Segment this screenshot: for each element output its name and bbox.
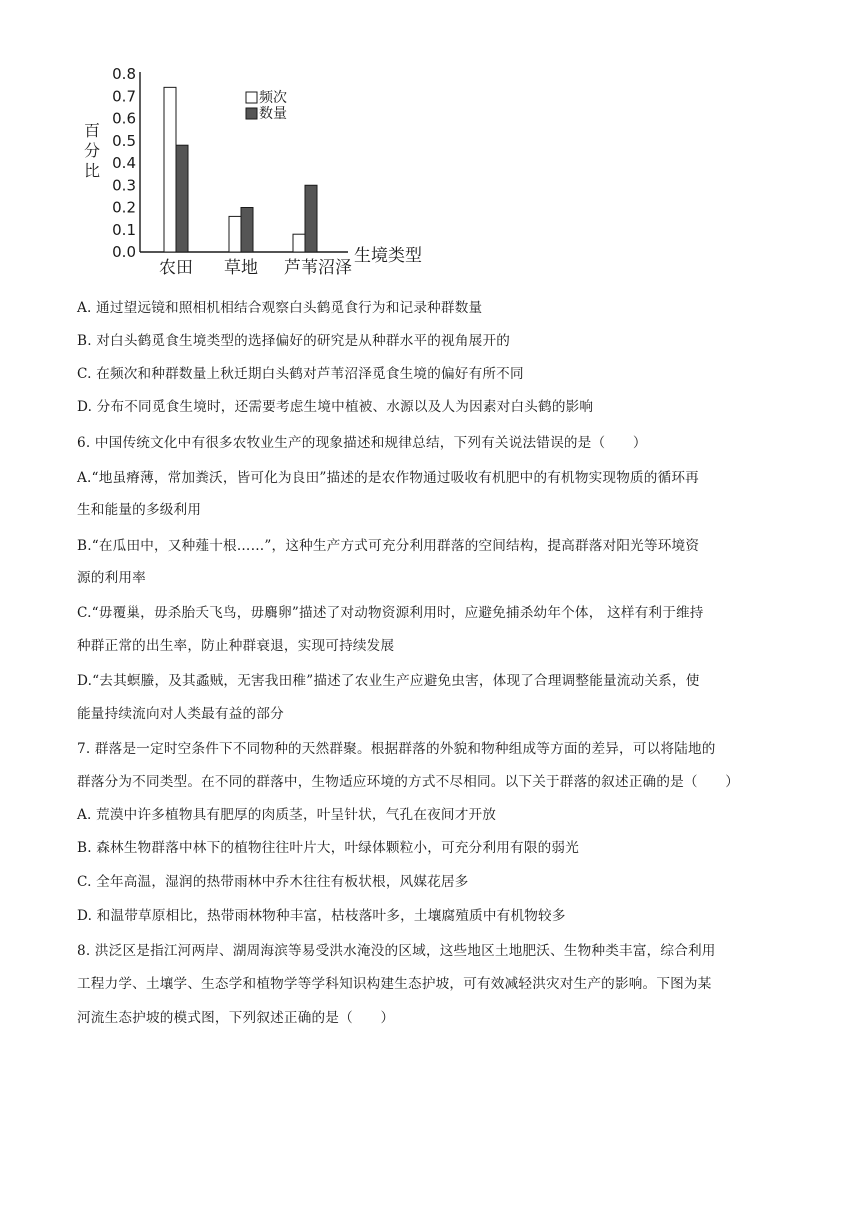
question-stem: 工程力学、土壤学、生态学和植物学等学科知识构建生态护坡，可有效减轻洪灾对生产的影响。下图为某 [77,976,712,992]
option-line: B. 对白头鹤觅食生境类型的选择偏好的研究是从种群水平的视角展开的 [77,333,511,349]
question-stem: 6. 中国传统文化中有很多农牧业生产的现象描述和规律总结，下列有关说法错误的是（ ） [77,435,647,451]
habitat-bar-chart [80,62,450,282]
option-line: B.“在瓜田中，又种薤十根……”，这种生产方式可充分利用群落的空间结构，提高群落对阳光等环境资 [77,538,700,554]
x-axis-label: 生境类型 [354,246,422,266]
legend-label: 频次 [259,90,287,106]
option-line: 种群正常的出生率，防止种群衰退，实现可持续发展 [77,638,395,654]
y-axis-label-char: 百 [83,121,101,140]
option-line: B. 森林生物群落中林下的植物往往叶片大，叶绿体颗粒小，可充分利用有限的弱光 [77,840,580,856]
y-tick-label: 0.2 [112,198,136,217]
legend-label: 数量 [259,106,287,122]
question-stem: 群落分为不同类型。在不同的群落中，生物适应环境的方式不尽相同。以下关于群落的叙述正确的是（ ） [77,774,740,790]
y-tick-label: 0.8 [112,65,136,83]
y-axis-label-char: 分 [83,141,101,160]
option-line: D.“去其螟螣，及其蟊贼，无害我田稚”描述了农业生产应避免虫害，体现了合理调整能量流动关系，使 [77,673,700,689]
category-label: 芦苇沼泽 [284,258,352,278]
bars [164,87,317,252]
option-line: D. 和温带草原相比，热带雨林物种丰富，枯枝落叶多，土壤腐殖质中有机物较多 [77,908,566,924]
option-line: 生和能量的多级利用 [77,502,202,518]
y-tick-label: 0.7 [112,87,136,106]
category-label: 农田 [159,258,193,278]
question-stem: 7. 群落是一定时空条件下不同物种的天然群聚。根据群落的外貌和物种组成等方面的差异，可以将陆地的 [77,741,716,757]
y-axis-label [84,121,100,180]
option-line: C. 全年高温，湿润的热带雨林中乔木往往有板状根，风媒花居多 [77,874,469,890]
option-line: C. 在频次和种群数量上秋迁期白头鹤对芦苇沼泽觅食生境的偏好有所不同 [77,366,524,382]
legend-swatch [246,108,257,119]
y-tick-label: 0.0 [112,243,136,261]
bar [293,234,305,252]
y-tick-label: 0.5 [112,131,136,150]
category-labels [159,258,352,278]
option-line: D. 分布不同觅食生境时，还需要考虑生境中植被、水源以及人为因素对白头鹤的影响 [77,399,594,415]
option-line: A. 荒漠中许多植物具有肥厚的肉质茎，叶呈针状，气孔在夜间才开放 [77,807,497,823]
category-label: 草地 [224,258,258,278]
option-line: A.“地虽瘠薄，常加粪沃，皆可化为良田”描述的是农作物通过吸收有机肥中的有机物实现物质的循环再 [77,470,699,486]
option-line: 源的利用率 [77,570,146,586]
legend [246,90,287,122]
question-stem: 8. 洪泛区是指江河两岸、湖周海滨等易受洪水淹没的区域，这些地区土地肥沃、生物种类丰富，综合利用 [77,943,716,959]
legend-swatch [246,92,257,103]
option-line: C.“毋覆巢，毋杀胎夭飞鸟，毋麛卵”描述了对动物资源利用时，应避免捕杀幼年个体， 这样有利于维持 [77,605,704,621]
y-axis-label-char: 比 [83,161,101,180]
y-tick-label: 0.3 [112,176,136,195]
bar [164,87,176,252]
bar [305,185,317,252]
y-tick-label: 0.1 [112,220,136,239]
question-stem: 河流生态护坡的模式图，下列叙述正确的是（ ） [77,1010,395,1026]
option-line: A. 通过望远镜和照相机相结合观察白头鹤觅食行为和记录种群数量 [77,300,483,316]
bar [176,145,188,252]
bar [241,208,253,253]
y-tick-label: 0.6 [112,109,136,128]
bar [229,216,241,252]
y-tick-label: 0.4 [112,154,136,172]
option-line: 能量持续流向对人类最有益的部分 [77,706,284,722]
y-tick-labels [112,65,136,261]
